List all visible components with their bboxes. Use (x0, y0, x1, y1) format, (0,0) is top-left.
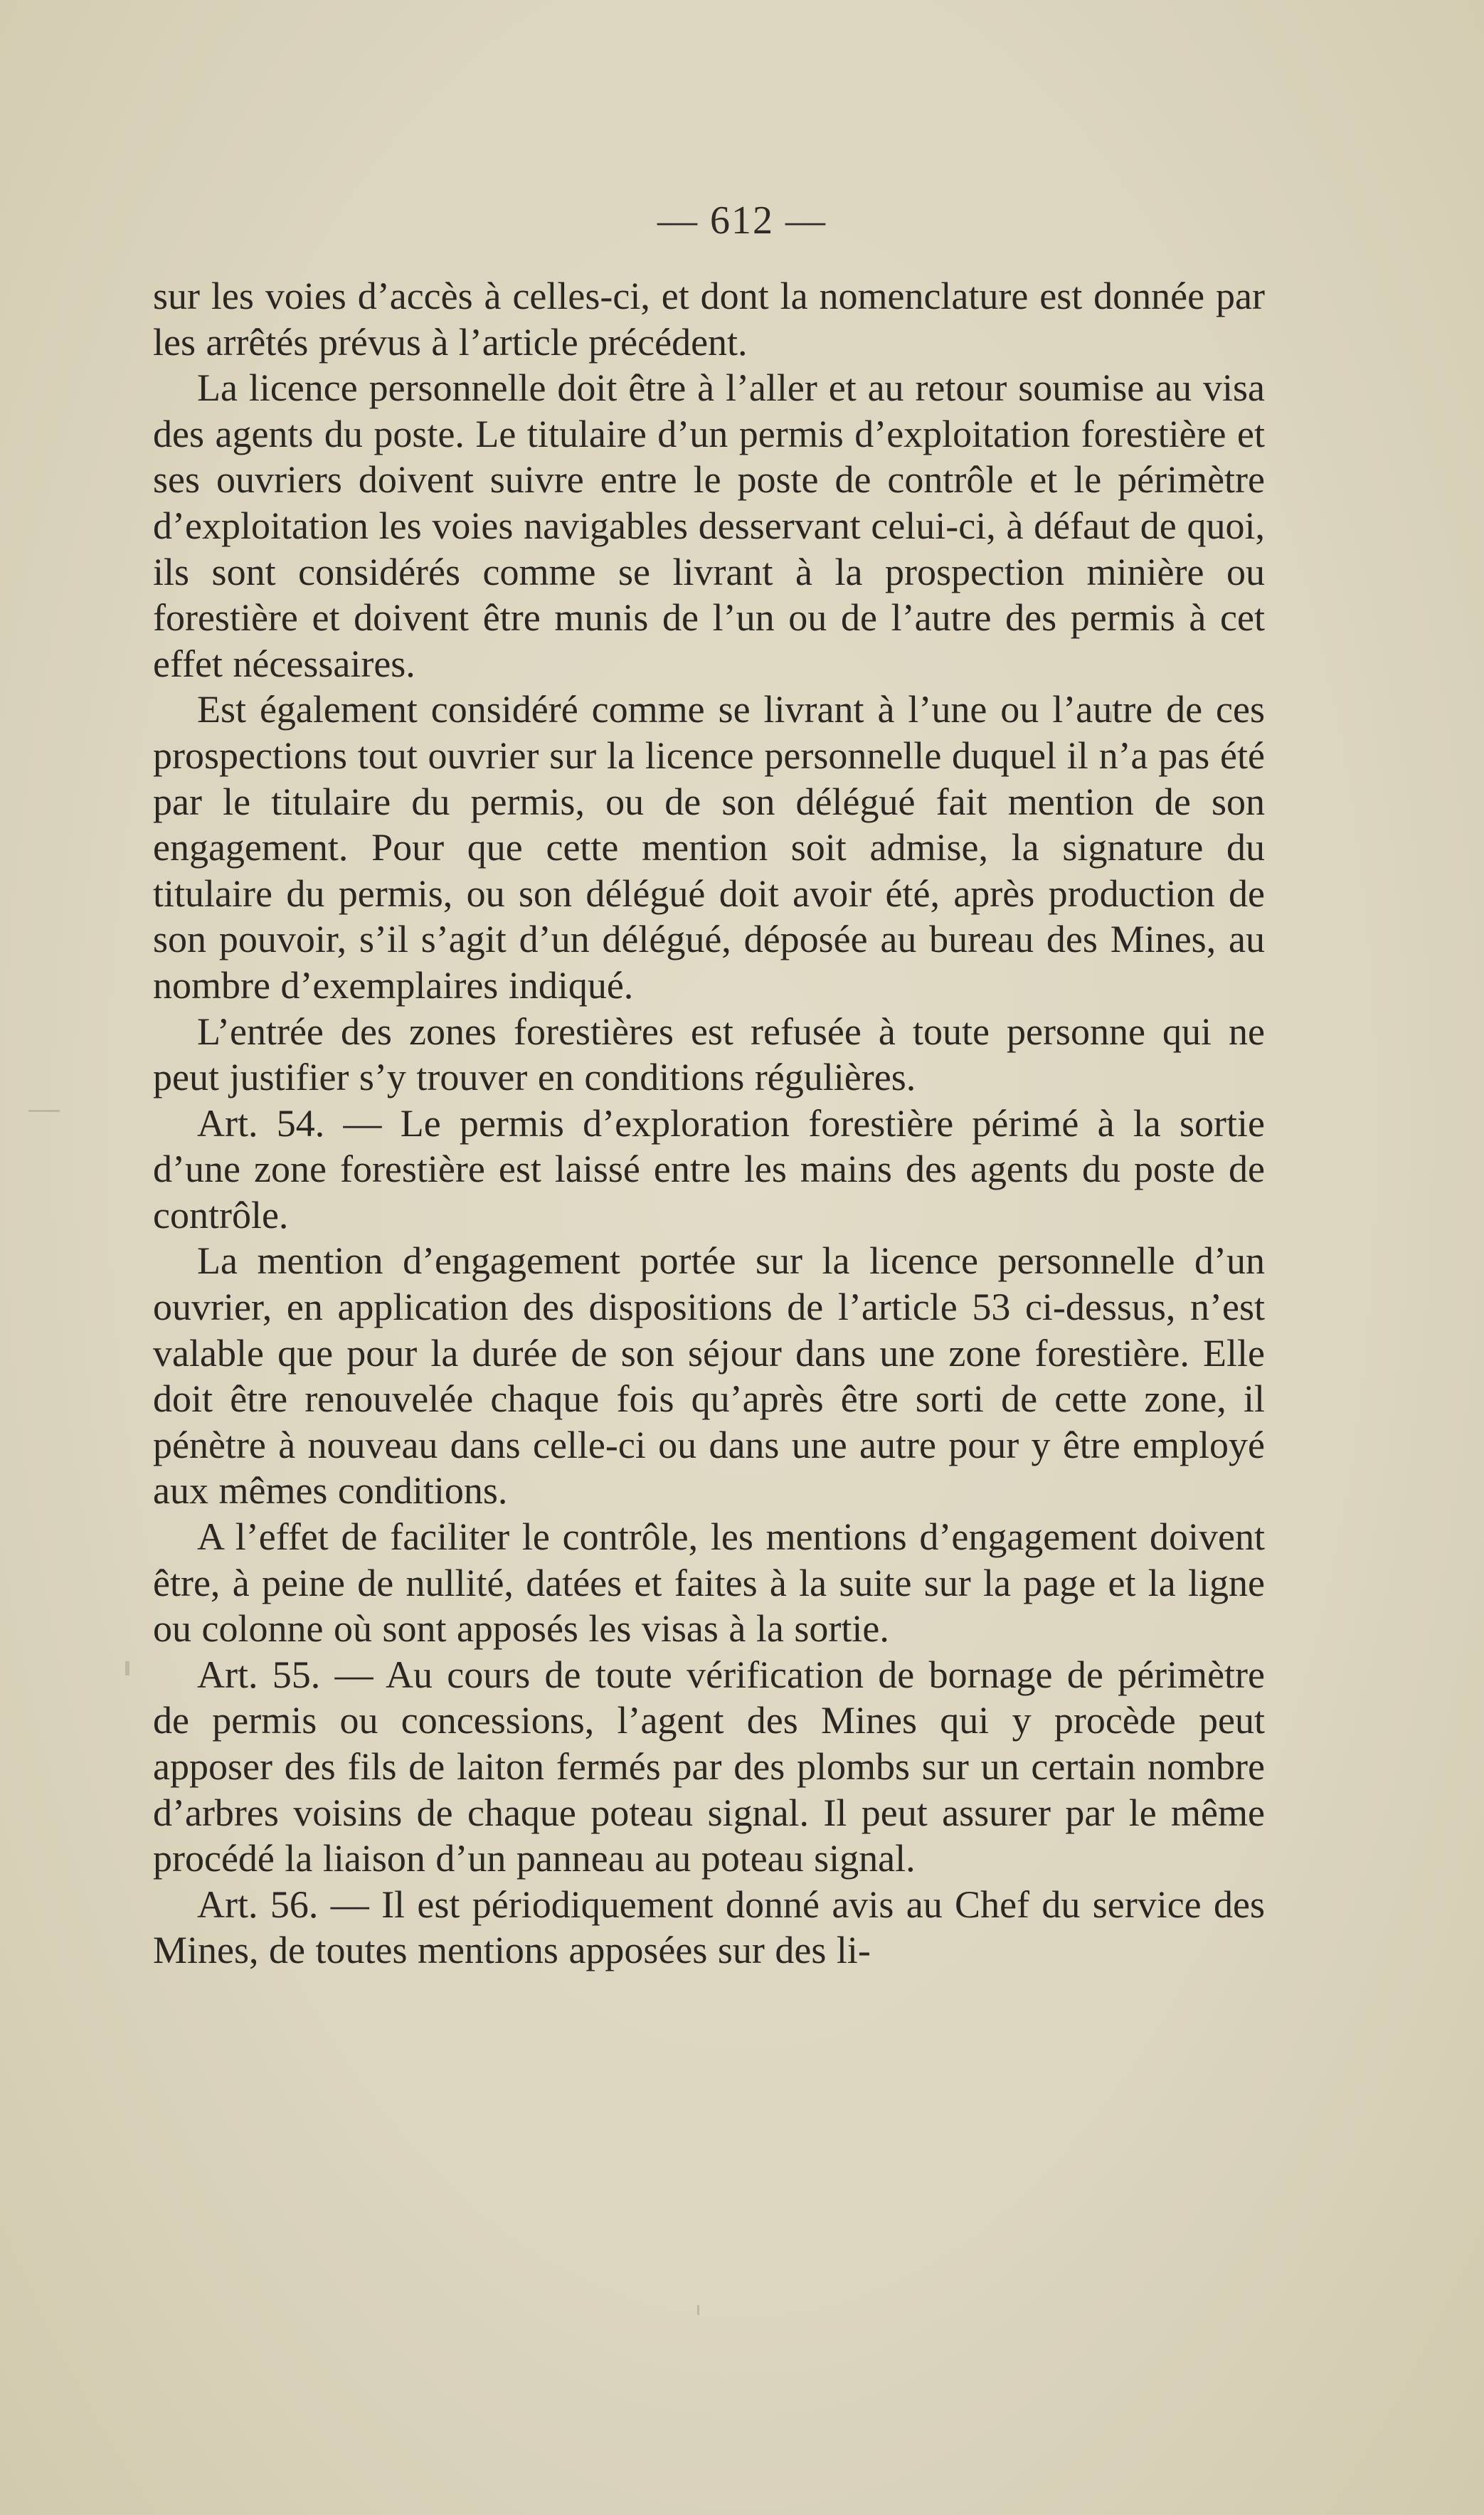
page-number: — 612 — (657, 198, 827, 243)
paragraph: sur les voies d’accès à celles-ci, et dont la nomenclature est donnée par les arrêtés prévus à l’article précédent. (153, 275, 1265, 364)
paragraph: A l’effet de faciliter le contrôle, les mentions d’engagement doivent être, à peine de nullité, datées et faites à la suite sur la page et la ligne ou colonne où sont apposés les visas à la sortie. (153, 1515, 1265, 1651)
paragraph: La licence personnelle doit être à l’aller et au retour soumise au visa des agents du poste. Le titulaire d’un permis d’exploitation forestière et ses ouvriers doivent suivre entre le poste de contrôle et le périmètre d’exploitation les voies navigables desservant celui-ci, à défaut de quoi, ils sont considérés comme se livrant à la prospection minière ou forestière et doivent être munis de l’un ou de l’autre des permis à cet effet nécessaires. (153, 366, 1265, 685)
paragraph: L’entrée des zones forestières est refusée à toute personne qui ne peut justifier s’y trouver en conditions régulières. (153, 1010, 1265, 1099)
paragraph-article-56: Art. 56. — Il est périodiquement donné avis au Chef du service des Mines, de toutes mentions apposées sur des li- (153, 1883, 1265, 1972)
paper-speck (697, 2305, 699, 2315)
margin-mark (125, 1661, 129, 1675)
paragraph-article-55: Art. 55. — Au cours de toute vérification de bornage de périmètre de permis ou concessions, l’agent des Mines qui y procède peut apposer des fils de laiton fermés par des plombs sur un certain nombre d’arbres voisins de chaque poteau signal. Il peut assurer par le même procédé la liaison d’un panneau au poteau signal. (153, 1653, 1265, 1880)
paragraph-article-54: Art. 54. — Le permis d’exploration forestière périmé à la sortie d’une zone forestière est laissé entre les mains des agents du poste de contrôle. (153, 1101, 1265, 1237)
paragraph: La mention d’engagement portée sur la licence personnelle d’un ouvrier, en application des dispositions de l’article 53 ci-dessus, n’est valable que pour la durée de son séjour dans une zone forestière. Elle doit être renouvelée chaque fois qu’après être sorti de cette zone, il pénètre à nouveau dans celle-ci ou dans une autre pour y être employé aux mêmes conditions. (153, 1239, 1265, 1513)
body-text (153, 273, 1265, 1974)
paper-speck (1110, 711, 1112, 721)
paragraph: Est également considéré comme se livrant à l’une ou l’autre de ces prospections tout ouvrier sur la licence personnelle duquel il n’a pas été par le titulaire du permis, ou de son délégué fait mention de son engagement. Pour que cette mention soit admise, la signature du titulaire du permis, ou son délégué doit avoir été, après production de son pouvoir, s’il s’agit d’un délégué, déposée au bureau des Mines, au nombre d’exemplaires indiqué. (153, 688, 1265, 1007)
margin-mark (28, 1110, 60, 1112)
